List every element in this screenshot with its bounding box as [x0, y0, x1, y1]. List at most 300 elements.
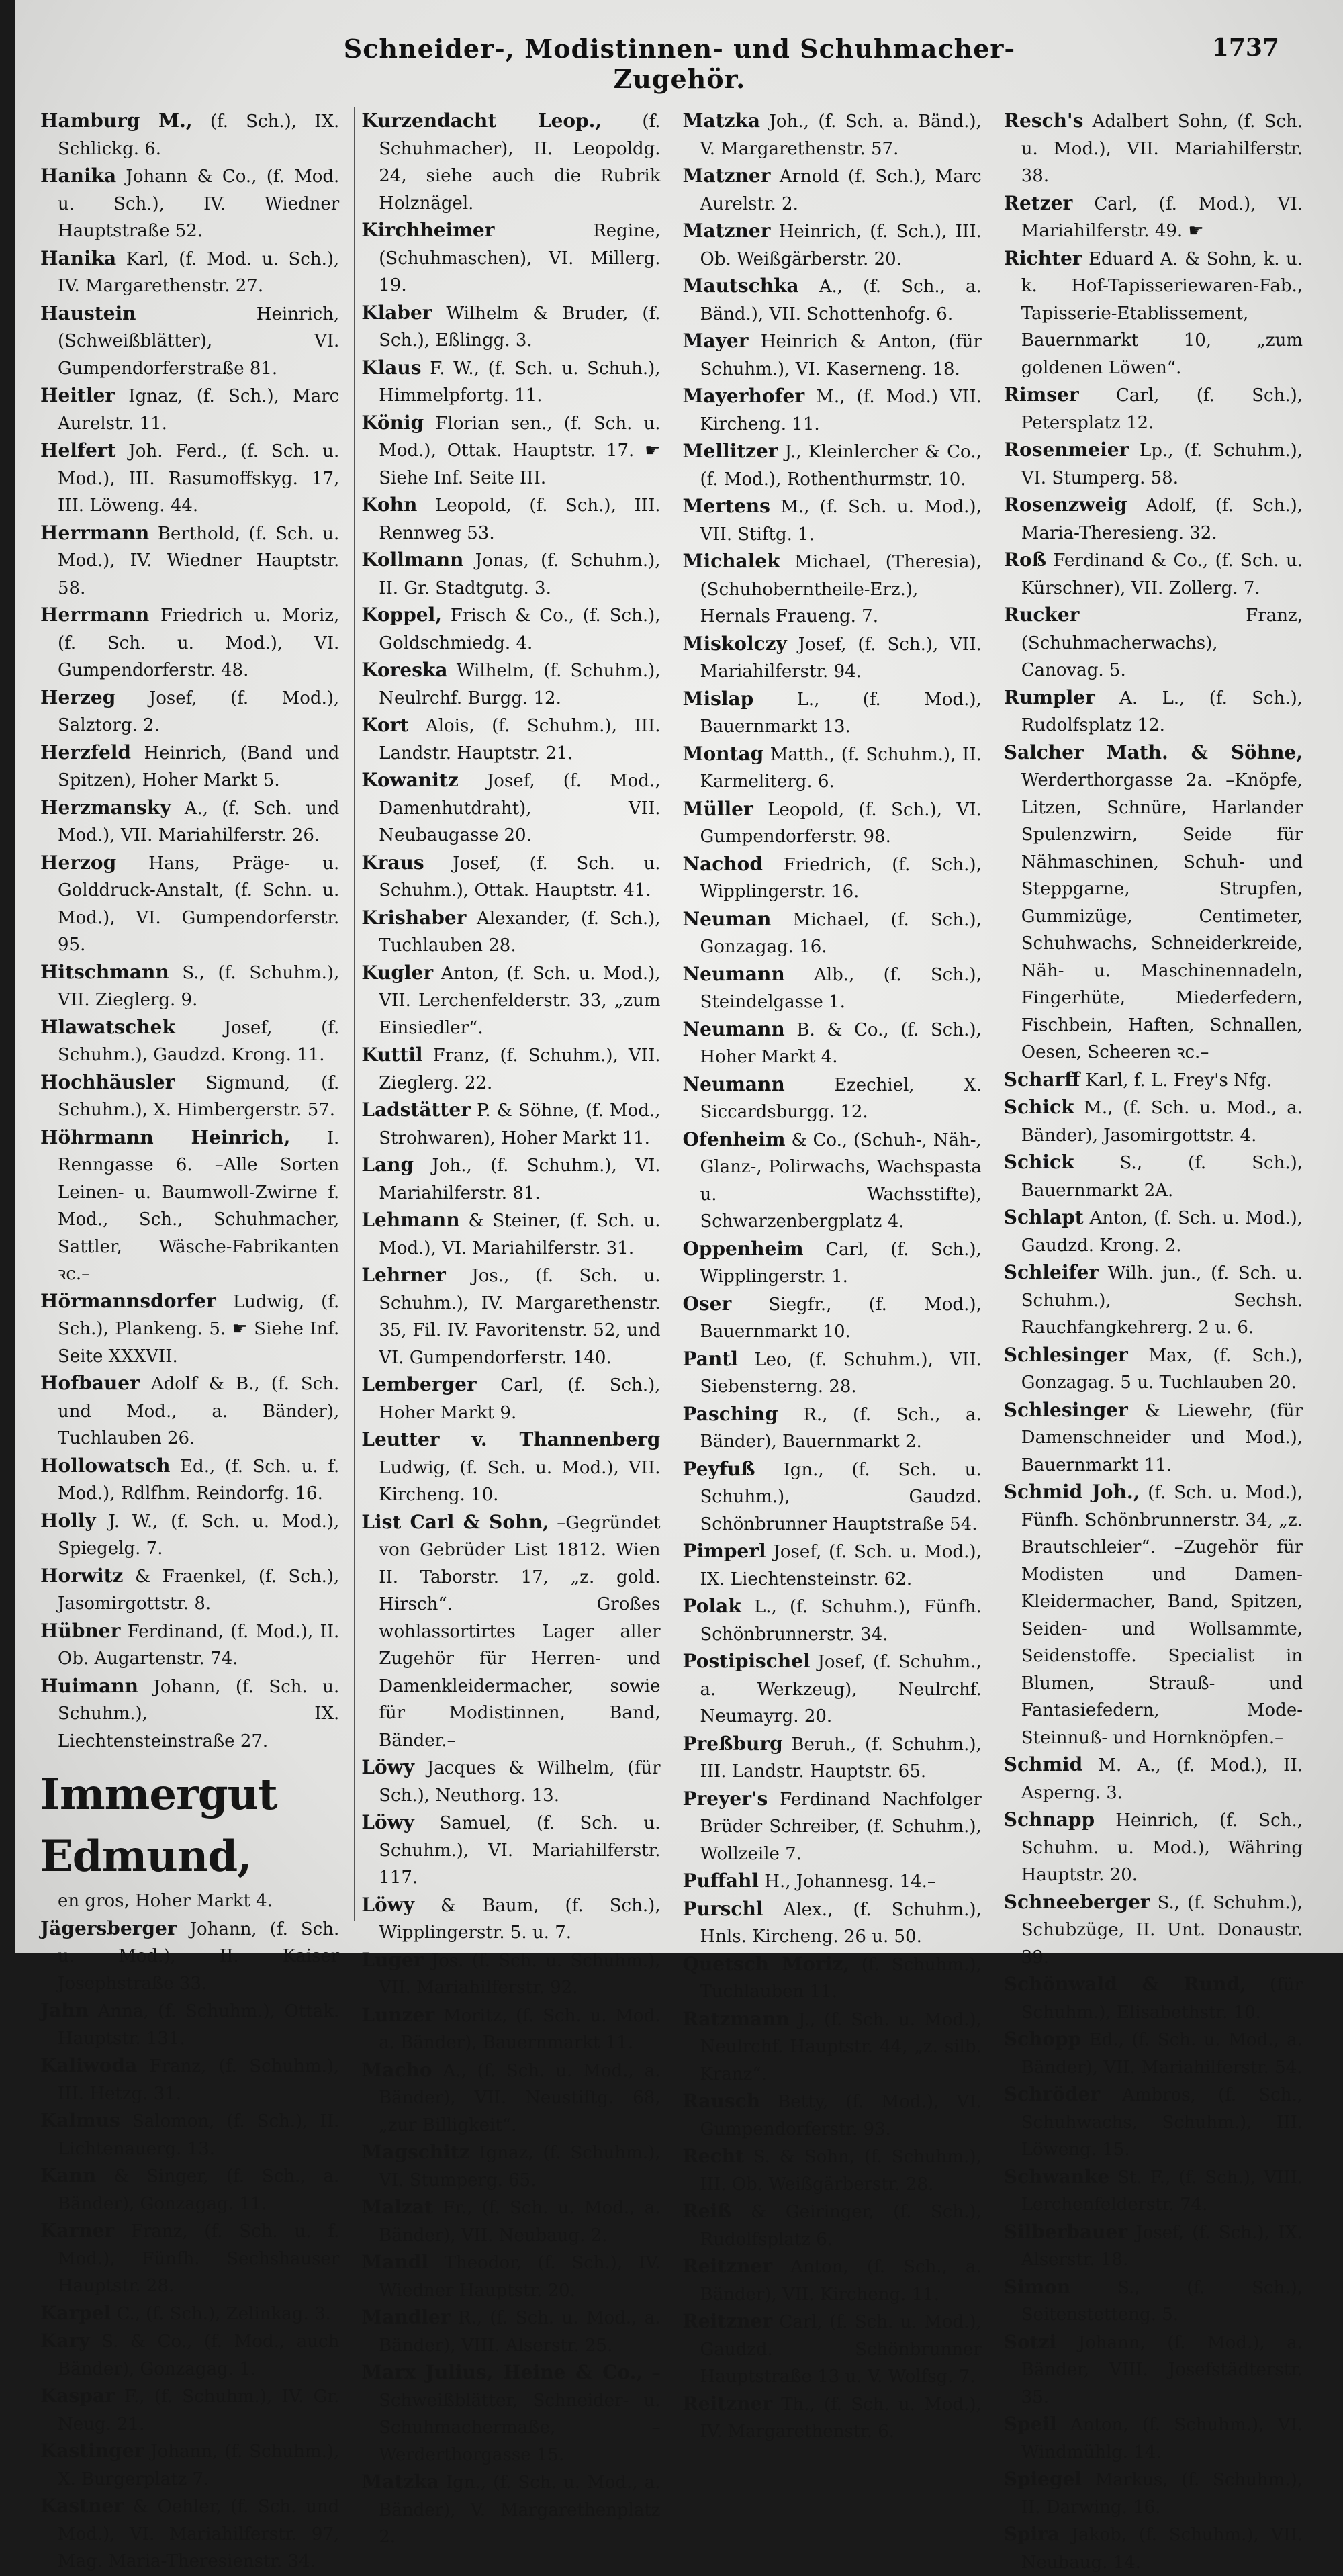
entry-name: Puffahl — [682, 1870, 759, 1892]
directory-entry — [40, 1508, 339, 1563]
entry-name: Schick — [1003, 1151, 1074, 1173]
entry-name: Nachod — [682, 852, 763, 875]
entry-name: Schmid Joh., — [1003, 1481, 1140, 1503]
directory-entry — [361, 1947, 660, 2002]
directory-entry — [361, 1754, 660, 1809]
entry-details: Carl, (f. Sch. u. Mod.), Gaudzd. Schönbrunner Hauptstraße 13 u. V. Wolfsg. 7. — [700, 2312, 982, 2387]
entry-name: Mertens — [682, 495, 770, 517]
entry-details: –Schweißblätter, Schneider- u. Schuhmachermaße, – Werderthorgasse 15. — [379, 2363, 661, 2465]
entry-details: –Gegründet von Gebrüder List 1812. Wien II. Taborstr. 17, „z. gold. Hirsch“. Großes wohlassortirtes Lager aller Zugehör für Herren- und Damenkleidermacher, sowie für Modistinnen, Band, Bänder.– — [379, 1512, 661, 1751]
entry-details: A., (f. Sch. u. Mod., a. Bänder), VII. Neustiftg. 68, „zur Billigkeit“. — [379, 2060, 661, 2135]
entry-name: Hofbauer — [40, 1372, 140, 1394]
entry-name: Lehrner — [361, 1264, 446, 1286]
entry-details: Heinrich, (f. Sch., Schuhm. u. Mod.), Währing Hauptstr. 20. — [1021, 1810, 1303, 1885]
entry-details: Josef, (f. Mod., Damenhutdraht), VII. Neubaugasse 20. — [379, 771, 661, 845]
directory-entry — [1004, 1397, 1303, 1479]
directory-entry — [361, 355, 660, 410]
directory-entry — [683, 686, 982, 741]
entry-name: Huimann — [40, 1674, 138, 1697]
directory-entry — [1004, 1479, 1303, 1751]
directory-entry — [683, 1016, 982, 1071]
entry-details: Ign., (f. Sch. u. Mod., a. Bänder), V. Margarethenplatz 2. — [379, 2473, 661, 2547]
column-1 — [40, 107, 340, 2571]
entry-details: Josef, (f. Sch. u. Mod.), IX. Liechtensteinstr. 62. — [700, 1542, 982, 1590]
entry-name: Lemberger — [361, 1373, 477, 1395]
directory-entry — [361, 2304, 660, 2359]
directory-entry — [361, 1207, 660, 1262]
entry-details: L., (f. Schuhm.), Fünfh. Schönbrunnerstr. 34. — [700, 1597, 982, 1645]
entry-details: Beruh., (f. Schuhm.), III. Landstr. Hauptstr. 65. — [700, 1734, 982, 1782]
directory-entry — [361, 300, 660, 355]
entry-details: Michael, (f. Sch.), Gonzagag. 16. — [700, 909, 982, 957]
entry-name: Polak — [682, 1595, 741, 1617]
directory-entry — [683, 2308, 982, 2391]
entry-details: Jos., (f. Sch. u. Schuhm.), IV. Margarethenstr. 35, Fil. IV. Favoritenstr. 52, und VI. Gumpendorferstr. 140. — [379, 1266, 661, 1368]
entry-details: Josef, (f. Mod.), Salztorg. 2. — [58, 688, 340, 735]
entry-details: Leopold, (f. Sch.), III. Rennweg 53. — [379, 496, 661, 543]
entry-details: Fr., (f. Sch. u. Mod., a. Bänder), VII. Neubaug. 2. — [379, 2198, 661, 2246]
entry-name: Schwanke — [1003, 2165, 1110, 2188]
entry-name: Schlapt — [1003, 1206, 1084, 1228]
directory-entry — [1004, 107, 1303, 190]
directory-entry — [361, 1892, 660, 1947]
entry-details: Frisch & Co., (f. Sch.), Goldschmiedg. 4. — [379, 606, 661, 653]
entry-name: Herzeg — [40, 686, 116, 708]
entry-details: F. W., (f. Sch. u. Schuh.), Himmelpfortg. 11. — [379, 358, 661, 406]
directory-entry — [361, 2057, 660, 2140]
entry-details: B. & Co., (f. Sch.), Hoher Markt 4. — [700, 1019, 982, 1067]
entry-details: Ed., (f. Sch. u. f. Mod.), Rdlfhm. Reindorfg. 16. — [58, 1456, 340, 1504]
entry-details: Adalbert Sohn, (f. Sch. u. Mod.), VII. Mariahilferstr. 38. — [1021, 111, 1303, 186]
entry-details: M., (f. Mod.) VII. Kircheng. 11. — [700, 387, 982, 434]
directory-entry — [361, 1809, 660, 1892]
entry-name: Mayer — [682, 330, 749, 352]
directory-entry — [40, 1288, 339, 1371]
directory-entry — [361, 905, 660, 960]
entry-name: Oppenheim — [682, 1237, 804, 1260]
entry-details: Alexander, (f. Sch.), Tuchlauben 28. — [379, 908, 661, 956]
directory-entry — [1004, 1889, 1303, 1972]
entry-details: Ignaz, (f. Sch.), Marc Aurelstr. 11. — [58, 386, 340, 434]
entry-details: Ludwig, (f. Sch. u. Mod.), VII. Kircheng. 10. — [379, 1457, 661, 1505]
entry-details: Johann, (f. Schuhm.), X. Burgerplatz 7. — [58, 2442, 340, 2489]
directory-entry — [40, 382, 339, 437]
directory-entry — [361, 1509, 660, 1755]
entry-name: Rosenzweig — [1003, 494, 1127, 516]
directory-entry — [1004, 1806, 1303, 1889]
directory-entry — [40, 2493, 339, 2575]
entry-name: Kirchheimer — [361, 219, 495, 241]
entry-details: Salomon, (f. Sch.), II. Lichtenauerg. 13. — [58, 2111, 340, 2159]
entry-name: Pasching — [682, 1402, 778, 1425]
entry-details: Anton, (f. Sch. u. Mod.), Gaudzd. Krong. 2. — [1021, 1208, 1303, 1256]
directory-entry — [683, 273, 982, 328]
entry-name: Quetsch Moriz, — [682, 1952, 850, 1975]
entry-name: Simon — [1003, 2275, 1071, 2298]
entry-details: St. F., (f. Sch.), VIII. Lerchenfelderstr. 74. — [1021, 2167, 1303, 2215]
entry-name: Kuttil — [361, 1044, 423, 1066]
entry-details: J., Kleinlercher & Co., (f. Mod.), Rothenthurmstr. 10. — [700, 442, 982, 490]
entry-name: Reiß — [682, 2200, 732, 2222]
entry-details: Ignaz, (f. Schuhm.), VI. Stumperg. 65. — [379, 2143, 661, 2191]
entry-details: S., (f. Schuhm.), VII. Zieglerg. 9. — [58, 962, 340, 1010]
directory-entry — [1004, 436, 1303, 492]
entry-name: Magschitz — [361, 2141, 470, 2163]
directory-entry — [1004, 381, 1303, 436]
directory-entry — [1004, 2219, 1303, 2274]
entry-details: Karl, (f. Mod. u. Sch.), IV. Margarethenstr. 27. — [58, 248, 340, 296]
directory-entry — [361, 1426, 660, 1509]
entry-name: Hollowatsch — [40, 1454, 171, 1477]
entry-details: Heinrich, (Schweißblätter), VI. Gumpendorferstraße 81. — [58, 304, 340, 379]
directory-entry — [1004, 1094, 1303, 1149]
entry-name: Leutter v. Thannenberg — [361, 1428, 661, 1451]
entry-details: Florian sen., (f. Sch. u. Mod.), Ottak. Hauptstr. 17. ☛ Siehe Inf. Seite III. — [379, 413, 661, 488]
entry-details: Arnold (f. Sch.), Marc Aurelstr. 2. — [700, 167, 982, 214]
directory-entry — [361, 1152, 660, 1207]
entry-details: S., (f. Schuhm.), Schubzüge, II. Unt. Donaustr. 39. — [1021, 1892, 1303, 1968]
directory-entry — [40, 1915, 339, 1998]
entry-details: Jos. (f. Sch. u. Schuhm.), VII. Mariahilferstr. 92. — [379, 1950, 661, 1998]
entry-name: Schönwald & Rund, — [1003, 1973, 1246, 1995]
entry-details: Carl, (f. Sch.), Hoher Markt 9. — [379, 1375, 661, 1423]
directory-entry — [1004, 684, 1303, 739]
entry-details: Josef, (f. Sch.), IX. Alserstr. 18. — [1021, 2222, 1303, 2270]
entry-details: & Steiner, (f. Sch. u. Mod.), VI. Mariahilferstr. 31. — [379, 1211, 661, 1258]
entry-name: Pimperl — [682, 1540, 766, 1562]
entry-name: Ratzmann — [682, 2007, 790, 2030]
directory-entry — [361, 1371, 660, 1426]
directory-entry — [40, 1618, 339, 1673]
directory-entry — [40, 2217, 339, 2300]
entry-details: Matth., (f. Schuhm.), II. Karmeliterg. 6. — [700, 744, 982, 792]
entry-name: Reitzner — [682, 2392, 772, 2415]
entry-details: Theodor, (f. Sch.), IV. Wiedner Hauptstr. 20. — [379, 2253, 661, 2301]
entry-name: König — [361, 411, 424, 434]
entry-details: R., (f. Sch. u. Mod., a. Bänder), VIII. Alserstr. 25. — [379, 2308, 661, 2356]
directory-entry — [683, 1538, 982, 1593]
entry-details: Carl, (f. Sch.), Petersplatz 12. — [1021, 385, 1303, 433]
entry-details: Siegfr., (f. Mod.), Bauernmarkt 10. — [700, 1294, 982, 1342]
directory-entry — [40, 245, 339, 300]
directory-entry — [683, 493, 982, 548]
entry-details: S. & Sohn, (f. Schuhm.), III. Ob. Weißgärberstr. 28. — [700, 2147, 982, 2195]
directory-entry — [361, 217, 660, 300]
directory-entry — [40, 2328, 339, 2383]
directory-entry — [1004, 245, 1303, 382]
entry-name: Kann — [40, 2164, 97, 2187]
entry-name: Mellitzer — [682, 440, 778, 462]
directory-entry — [683, 2006, 982, 2088]
entry-name: Matzner — [682, 220, 771, 242]
directory-entry — [683, 2198, 982, 2253]
entry-details: (f. Schuhm.), Tuchlauben 11. — [700, 1954, 982, 2002]
entry-details: L., (f. Mod.), Bauernmarkt 13. — [700, 689, 982, 737]
entry-name: Malzat — [361, 2196, 433, 2218]
directory-entry — [361, 107, 660, 217]
directory-entry — [1004, 1259, 1303, 1342]
entry-details: Ign., (f. Sch. u. Schuhm.), Gaudzd. Schönbrunner Hauptstraße 54. — [700, 1459, 982, 1534]
directory-entry — [683, 906, 982, 961]
entry-name: Oser — [682, 1292, 732, 1315]
entry-details: & Oehler, (f. Sch. und Mod.), VI. Mariahilferstr. 97, Mag. Maria-Theresienstr. 34. — [58, 2497, 340, 2571]
directory-entry — [683, 1401, 982, 1456]
directory-entry — [683, 107, 982, 163]
entry-details: Jacques & Wilhelm, (für Sch.), Neuthorg. 13. — [379, 1758, 661, 1806]
entry-name: Spira — [1003, 2523, 1060, 2545]
entry-details: Markus, (f. Schuhm.), II. Darwing. 16. — [1021, 2470, 1303, 2518]
entry-details: Eduard A. & Sohn, k. u. k. Hof-Tapisseriewaren-Fab., Tapisserie-Etablissement, Bauernmarkt 10, „zum goldenen Löwen“. — [1021, 248, 1303, 378]
directory-entry — [361, 657, 660, 712]
entry-details: Alex., (f. Schuhm.), Hnls. Kircheng. 26 u. 50. — [700, 1899, 982, 1947]
directory-entry — [1004, 2274, 1303, 2329]
entry-name: Mandler — [361, 2306, 451, 2328]
featured-entry-details: en gros, Hoher Markt 4. — [58, 1891, 273, 1911]
entry-details: Karl, f. L. Frey's Nfg. — [1080, 1070, 1272, 1091]
entry-name: Koppel, — [361, 604, 443, 626]
directory-entry — [40, 739, 339, 794]
directory-entry — [1004, 2081, 1303, 2164]
entry-name: Ladstätter — [361, 1099, 471, 1121]
directory-entry — [683, 328, 982, 383]
entry-details: (für Schuhm.), Elisabethstr. 10. — [1021, 1975, 1303, 2023]
column-4 — [997, 107, 1303, 2573]
directory-entry — [40, 1453, 339, 1508]
entry-details: Alb., (f. Sch.), Steindelgasse 1. — [700, 964, 982, 1012]
entry-details: Ferdinand, (f. Mod.), II. Ob. Augartenstr. 74. — [58, 1621, 340, 1669]
entry-name: Pantl — [682, 1347, 738, 1370]
entry-details: Josef, (f. Sch. u. Schuhm.), Ottak. Hauptstr. 41. — [379, 853, 661, 901]
entry-name: Retzer — [1003, 191, 1073, 214]
directory-entry — [361, 2139, 660, 2194]
entry-name: Postipischel — [682, 1650, 811, 1672]
entry-details: Adolf & B., (f. Sch. und Mod., a. Bänder), Tuchlauben 26. — [58, 1374, 340, 1448]
entry-details: H., Johannesg. 14.– — [759, 1872, 936, 1892]
directory-entry — [361, 960, 660, 1042]
entry-name: Roß — [1003, 549, 1046, 571]
entry-details: Josef, (f. Schuhm., a. Werkzeug), Neulrchf. Neumayrg. 20. — [700, 1652, 982, 1727]
entry-details: & Liewehr, (für Damenschneider und Mod.), Bauernmarkt 11. — [1021, 1400, 1303, 1475]
directory-entry — [1004, 602, 1303, 684]
entry-details: Ferdinand Nachfolger Brüder Schreiber, (f. Schuhm.), Wollzeile 7. — [700, 1789, 982, 1864]
entry-details: Ed., (f. Sch. u. Mod., a. Bänder), VII. Mariahilferstr. 54. — [1021, 2030, 1303, 2078]
entry-details: Ezechiel, X. Siccardsburgg. 12. — [700, 1074, 982, 1122]
entry-name: Kastner — [40, 2495, 124, 2517]
entry-details: Leopold, (f. Sch.), VI. Gumpendorferstr. 98. — [700, 799, 982, 847]
directory-entry — [683, 1896, 982, 1951]
entry-details: S., (f. Sch.), Seitenstetteng. 5. — [1021, 2277, 1303, 2325]
column-2 — [354, 107, 661, 2547]
entry-details: Werderthorgasse 2a. –Knöpfe, Litzen, Schnüre, Harlander Spulenzwirn, Seide für Nähmaschinen, Schuh- und Steppgarne, Strupfen, Gummizüge, Centimeter, Schuhwachs, Schneiderkreide, Näh- u. Maschinennadeln, Fingerhüte, Miederfedern, Fischbein, Haften, Schnallen, Oesen, Scheeren ꝛc.– — [1021, 770, 1303, 1062]
directory-entry — [40, 1997, 339, 2052]
directory-page — [15, 0, 1343, 2573]
directory-entry — [361, 2194, 660, 2249]
entry-details: Anton, (f. Sch., a. Bänder), VII. Kircheng. 11. — [700, 2257, 982, 2305]
entry-name: Lang — [361, 1154, 414, 1176]
entry-details: Friedrich u. Moriz, (f. Sch. u. Mod.), VI. Gumpendorferstr. 48. — [58, 606, 340, 680]
entry-details: Lp., (f. Schuhm.), VI. Stumperg. 58. — [1021, 441, 1303, 488]
entry-name: Helfert — [40, 439, 116, 461]
entry-details: Leo, (f. Schuhm.), VII. Siebensterng. 28. — [700, 1349, 982, 1397]
entry-name: Matzka — [682, 109, 761, 132]
directory-entry — [1004, 2329, 1303, 2411]
directory-entry — [683, 1291, 982, 1346]
entry-details: Wilhelm & Bruder, (f. Sch.), Eßlingg. 3. — [379, 303, 661, 351]
entry-name: Kary — [40, 2330, 90, 2352]
entry-name: Schopp — [1003, 2028, 1082, 2050]
entry-details: Moritz, (f. Sch. u. Mod. a. Bänder), Bauernmarkt 11. — [379, 2005, 661, 2053]
entry-details: M., (f. Sch. u. Mod.), VII. Stiftg. 1. — [700, 497, 982, 545]
entry-name: Miskolczy — [682, 632, 787, 655]
entry-details: Joh., (f. Sch. a. Bänd.), V. Margarethenstr. 57. — [700, 111, 982, 159]
directory-entry — [1004, 2466, 1303, 2521]
entry-name: Salcher Math. & Söhne, — [1003, 741, 1303, 764]
entry-details: Franz, (f. Schuhm.), VII. Zieglerg. 22. — [379, 1046, 661, 1093]
entry-name: Hitschmann — [40, 960, 169, 983]
entry-name: Lunzer — [361, 2003, 435, 2026]
entry-name: Michalek — [682, 550, 780, 572]
entry-name: Reitzner — [682, 2255, 772, 2277]
directory-entry — [40, 1014, 339, 1069]
entry-name: Hanika — [40, 165, 117, 187]
directory-entry — [40, 2052, 339, 2107]
entry-name: Löwy — [361, 1756, 414, 1778]
directory-entry — [40, 300, 339, 383]
directory-entry — [683, 851, 982, 906]
directory-entry — [1004, 2164, 1303, 2219]
entry-name: Herzog — [40, 851, 117, 874]
entry-details: Adolf, (f. Sch.), Maria-Theresieng. 32. — [1021, 496, 1303, 543]
directory-entry — [1004, 2411, 1303, 2466]
entry-name: Kurzendacht Leop., — [361, 109, 602, 132]
directory-entry — [40, 1563, 339, 1618]
directory-entry — [683, 961, 982, 1016]
directory-entry — [361, 767, 660, 849]
entry-details: Ambros, (f. Sch., Schuhwachs, Schuhm.), III. Löweng. 15. — [1021, 2085, 1303, 2160]
entry-details: Johann, (f. Mod.), a. Bänder, VIII. Josefstädterstr. 35. — [1021, 2332, 1303, 2407]
entry-details: Wilhelm, (f. Schuhm.), Neulrchf. Burgg. 12. — [379, 661, 661, 708]
directory-entry — [361, 602, 660, 657]
directory-entry — [683, 1456, 982, 1538]
entry-name: Kaliwoda — [40, 2054, 138, 2076]
entry-details: (f. Sch.), IX. Schlickg. 6. — [58, 111, 340, 159]
directory-entry — [40, 2438, 339, 2493]
entry-name: Speil — [1003, 2413, 1057, 2435]
entry-details: Berthold, (f. Sch. u. Mod.), IV. Wiedner Hauptstr. 58. — [58, 523, 340, 598]
entry-details: Samuel, (f. Sch. u. Schuhm.), VI. Mariahilferstr. 117. — [379, 1813, 661, 1888]
entry-details: J., (f. Sch. u. Mod.), Neulrchf. Hauptstr. 44, „z. silb. Kranz“. — [700, 2009, 982, 2084]
entry-details: M., (f. Sch. u. Mod., a. Bänder), Jasomirgottstr. 4. — [1021, 1098, 1303, 1146]
entry-details: & Geiringer, (f. Sch.), Rudolfsplatz 6. — [700, 2202, 982, 2250]
entry-details: Betty, (f. Mod.), VI. Gumpendorferstr. 93. — [700, 2092, 982, 2140]
entry-name: Matzner — [682, 165, 771, 187]
directory-entry — [1004, 1751, 1303, 1806]
entry-name: Sotzi — [1003, 2330, 1057, 2353]
entry-details: Hans, Präge- u. Golddruck-Anstalt, (f. Schn. u. Mod.), VI. Gumpendorferstr. 95. — [58, 853, 340, 955]
directory-entry — [361, 712, 660, 767]
entry-name: Herrmann — [40, 604, 150, 626]
entry-details: (f. Schuhmacher), II. Leopoldg. 24, siehe auch die Rubrik Holznägel. — [379, 111, 661, 214]
entry-name: Montag — [682, 742, 764, 765]
entry-details: Joh. Ferd., (f. Sch. u. Mod.), III. Rasumoffskyg. 17, III. Löweng. 44. — [58, 441, 340, 516]
entry-details: P. & Söhne, (f. Mod., Strohwaren), Hoher Markt 11. — [379, 1101, 661, 1148]
entry-details: Regine, (Schuhmaschen), VI. Millerg. 19. — [379, 221, 661, 295]
directory-entry — [40, 2300, 339, 2328]
entry-name: Neuman — [682, 907, 772, 930]
entry-name: Kaspar — [40, 2385, 115, 2407]
directory-entry — [1004, 1066, 1303, 1095]
entry-name: Preyer's — [682, 1787, 768, 1810]
entry-name: Herzmansky — [40, 796, 171, 819]
directory-entry — [683, 1731, 982, 1786]
entry-name: Höhrmann Heinrich, — [40, 1125, 291, 1148]
entry-details: Heinrich, (Band und Spitzen), Hoher Markt 5. — [58, 743, 340, 790]
directory-entry — [1004, 1204, 1303, 1259]
entry-details: C., (f. Sch.), Zelinkag. 3. — [111, 2303, 331, 2324]
entry-name: Spiegel — [1003, 2468, 1082, 2490]
entry-name: Mislap — [682, 687, 754, 710]
directory-entry — [1004, 547, 1303, 602]
directory-entry — [361, 492, 660, 547]
directory-entry — [40, 2107, 339, 2162]
entry-name: Kugler — [361, 961, 434, 984]
entry-details: F., (f. Schuhm.), IV. Gr. Neug. 21. — [58, 2387, 340, 2434]
entry-details: I. Renngasse 6. –Alle Sorten Leinen- u. Baumwoll-Zwirne f. Mod., Sch., Schuhmacher, Sattler, Wäsche-Fabrikanten ꝛc.– — [58, 1128, 340, 1284]
entry-name: Kort — [361, 714, 409, 736]
entry-name: Lehmann — [361, 1209, 460, 1231]
entry-name: Ofenheim — [682, 1128, 786, 1150]
entry-name: Schmid — [1003, 1753, 1083, 1776]
entry-details: Michael, (Theresia), (Schuhoberntheile-Erz.), Hernals Fraueng. 7. — [700, 552, 982, 627]
entry-name: Löwy — [361, 1811, 414, 1833]
directory-entry — [683, 1236, 982, 1291]
entry-name: Mautschka — [682, 275, 799, 297]
entry-details: Jakob, (f. Schuhm.), VII. Neubaug. 14. — [1021, 2525, 1303, 2573]
section-title: Schneider-, Modistinnen- und Schuhmacher-Zugehör. — [343, 34, 1016, 94]
directory-columns — [40, 107, 1303, 2573]
entry-name: Müller — [682, 797, 753, 820]
entry-details: A., (f. Sch. und Mod.), VII. Mariahilferstr. 26. — [58, 798, 340, 845]
directory-entry — [683, 218, 982, 273]
entry-name: Haustein — [40, 302, 136, 324]
entry-name: Jahn — [40, 1999, 89, 2021]
directory-entry — [361, 547, 660, 602]
directory-entry — [40, 602, 339, 684]
directory-entry — [683, 2088, 982, 2143]
directory-entry — [40, 107, 339, 163]
directory-entry — [683, 2391, 982, 2446]
entry-name: Schneeberger — [1003, 1890, 1150, 1913]
directory-entry — [1004, 1149, 1303, 1204]
entry-details: Josef, (f. Sch.), VII. Mariahilferstr. 94. — [700, 634, 982, 682]
directory-entry — [40, 2383, 339, 2438]
directory-entry — [1004, 739, 1303, 1066]
directory-entry — [683, 1648, 982, 1731]
entry-name: Neumann — [682, 1072, 785, 1095]
entry-name: Horwitz — [40, 1564, 124, 1587]
entry-details: Friedrich, (f. Sch.), Wipplingerstr. 16. — [700, 854, 982, 902]
entry-details: Franz, (f. Schuhm.), III. Hetzg. 31. — [58, 2056, 340, 2104]
directory-entry — [1004, 2026, 1303, 2081]
directory-entry — [361, 849, 660, 905]
entry-name: Preßburg — [682, 1732, 783, 1755]
entry-name: Kollmann — [361, 549, 464, 571]
entry-details: Anton, (f. Sch. u. Mod.), VII. Lerchenfelderstr. 33, „zum Einsiedler“. — [379, 963, 661, 1038]
entry-details: & Co., (Schuh-, Näh-, Glanz-, Polirwachs, Wachspasta u. Wachsstifte), Schwarzenbergplatz 4. — [700, 1130, 982, 1232]
directory-entry — [683, 2253, 982, 2308]
entry-name: Kastinger — [40, 2440, 144, 2462]
entry-details: S. & Co., (f. Mod., auch Bänder), Gonzagag. 1. — [58, 2332, 340, 2379]
